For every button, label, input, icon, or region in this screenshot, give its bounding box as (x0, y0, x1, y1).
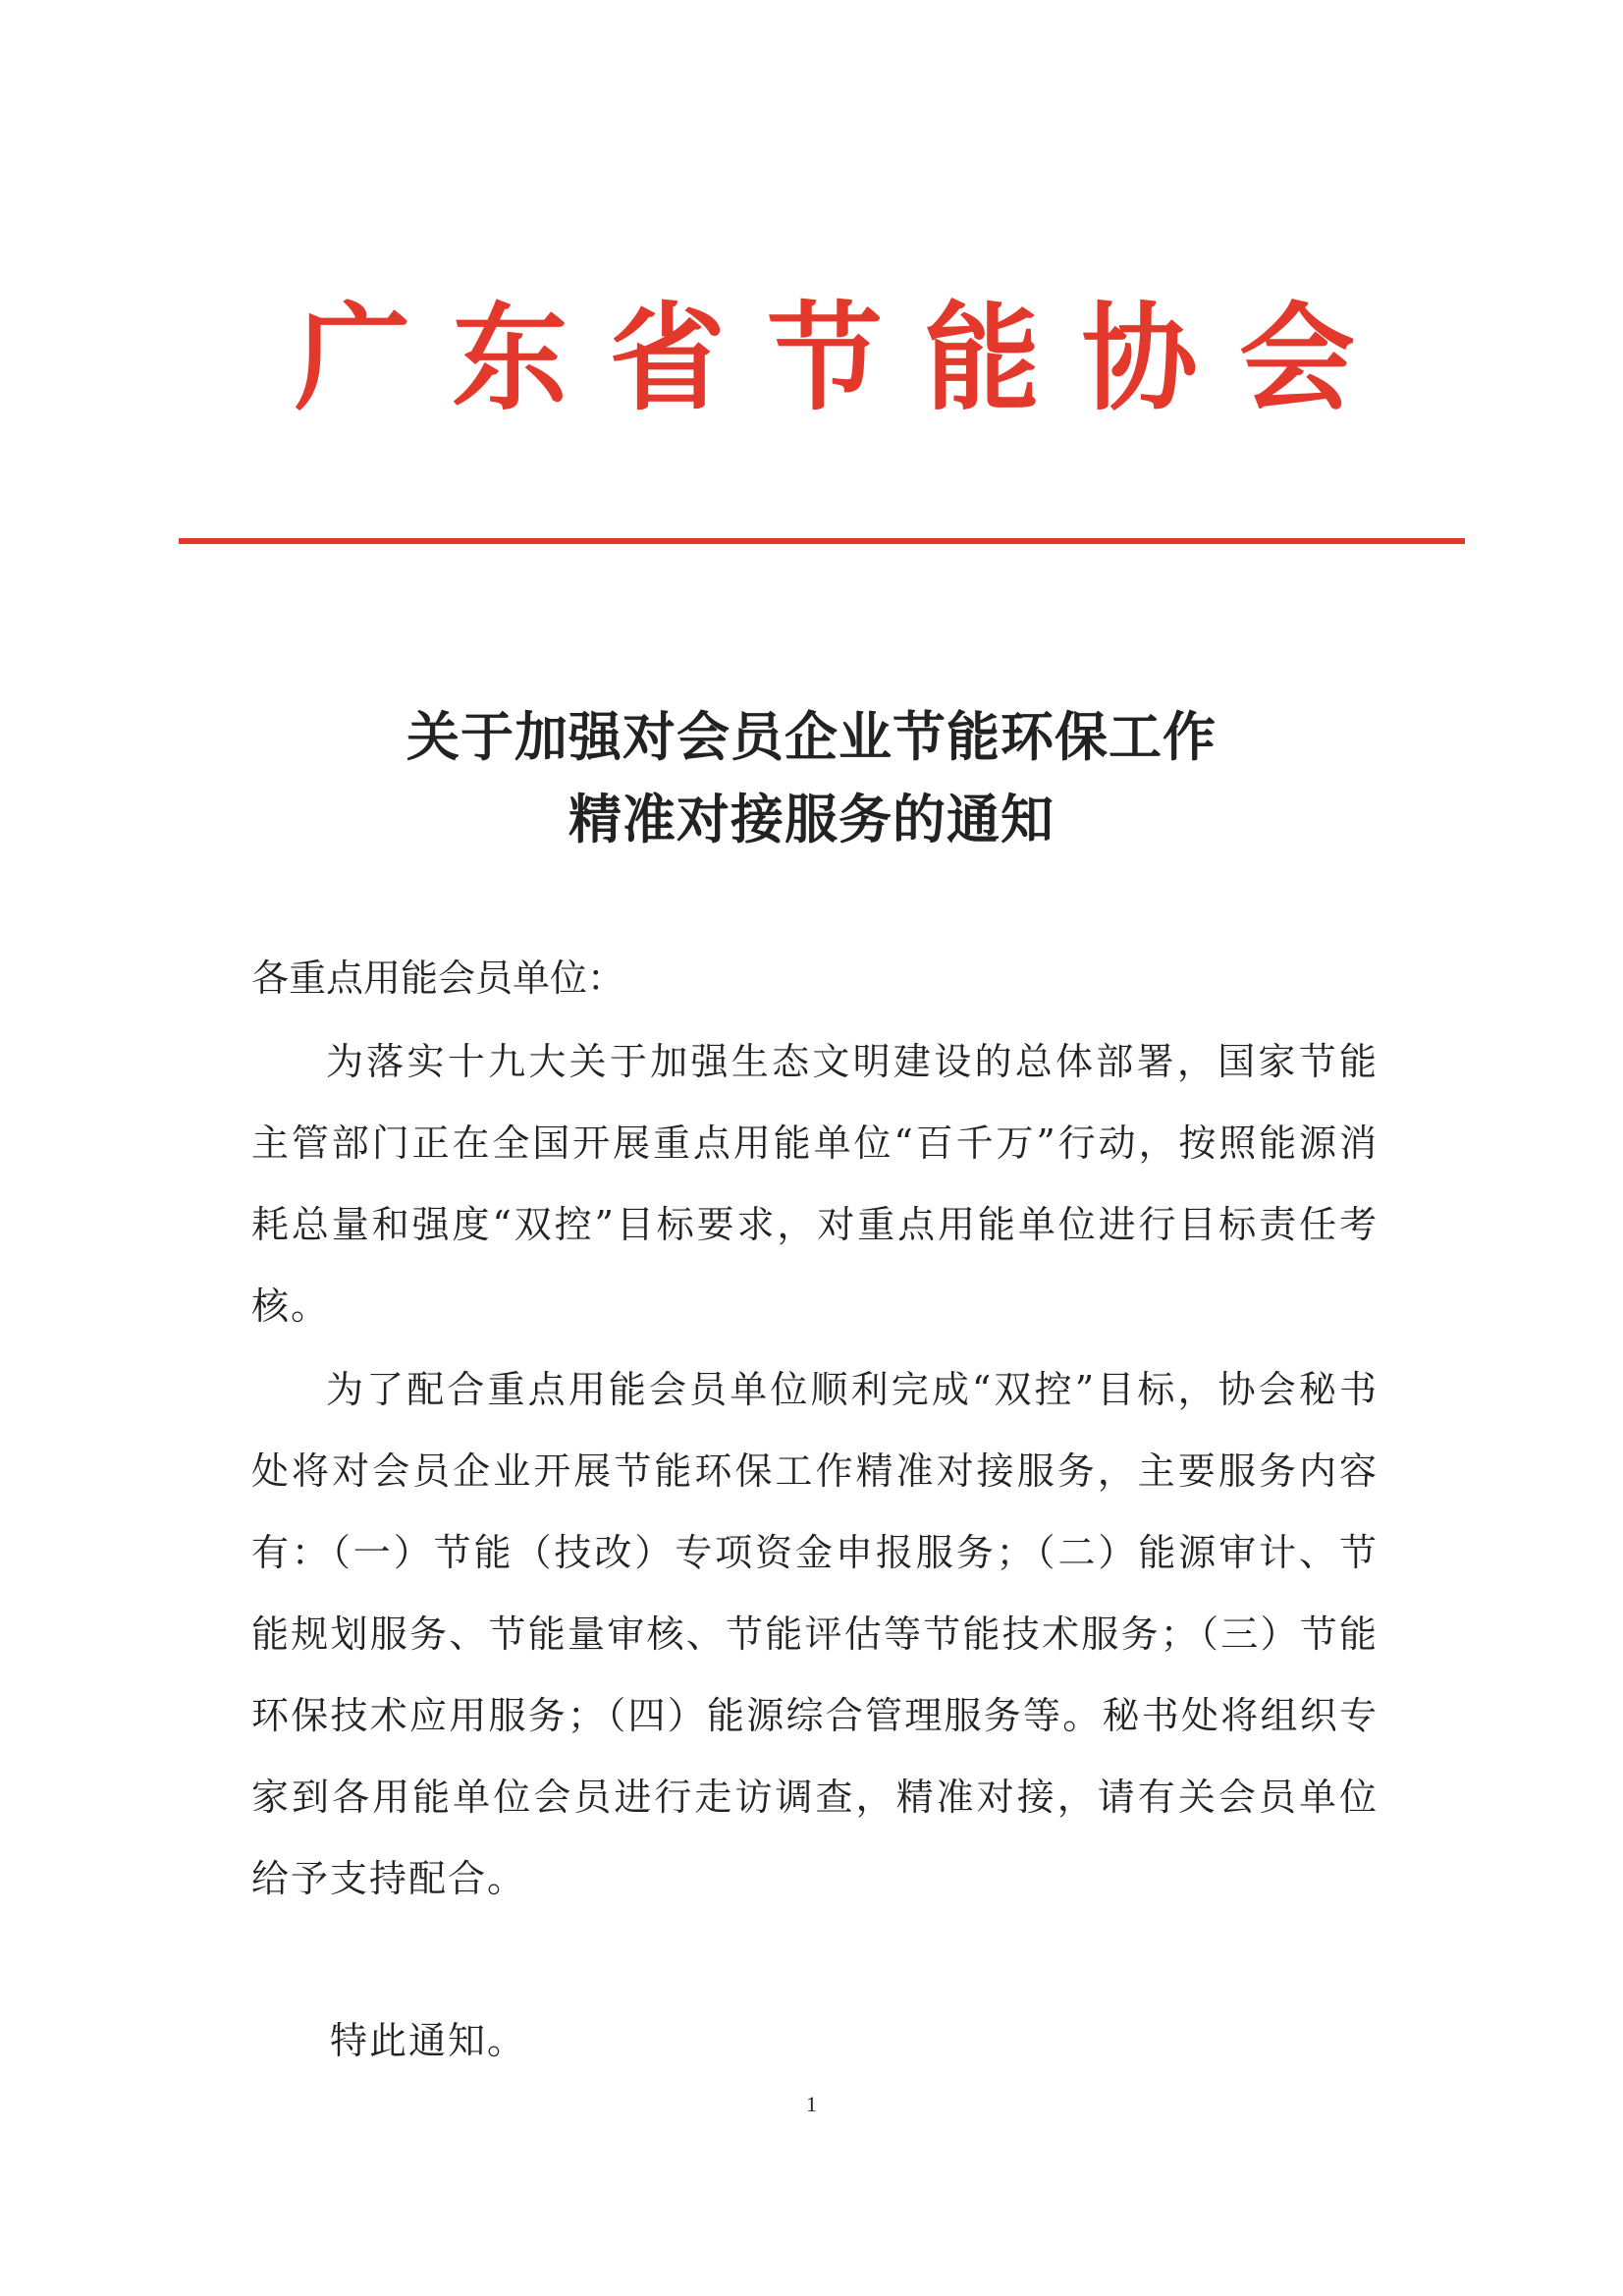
letterhead-char: 省 (609, 290, 726, 426)
document-title-line-1: 关于加强对会员企业节能环保工作 (406, 706, 1217, 768)
letterhead-char: 能 (924, 290, 1041, 426)
body-paragraph-2: 为了配合重点用能会员单位顺利完成“双控”目标，协会秘书处将对会员企业开展节能环保工作精准对接服务，主要服务内容有：（一）节能（技改）专项资金申报服务；（二）能源审计、节能规划服务、节能量审核、节能评估等节能技术服务；（三）节能环保技术应用服务；（四）能源综合管理服务等。秘书处将组织专家到各用能单位会员进行走访调查，精准对接，请有关会员单位给予支持配合。 (251, 1368, 1379, 1900)
body-paragraph-1: 为落实十九大关于加强生态文明建设的总体部署，国家节能主管部门正在全国开展重点用能单位“百千万”行动，按照能源消耗总量和强度“双控”目标要求，对重点用能单位进行目标责任考核。 (251, 1040, 1379, 1328)
organization-letterhead (295, 285, 1355, 432)
salutation: 各重点用能会员单位： (251, 957, 625, 1000)
letterhead-char: 广 (295, 290, 411, 426)
letterhead-red-divider (179, 538, 1465, 544)
document-title-line-2: 精准对接服务的通知 (568, 789, 1055, 850)
letterhead-char: 节 (766, 290, 883, 426)
closing-line: 特此通知。 (330, 2019, 527, 2062)
letterhead-char: 会 (1238, 290, 1355, 426)
letterhead-char: 东 (452, 290, 568, 426)
letterhead-char: 协 (1081, 290, 1198, 426)
page-number: 1 (806, 2092, 817, 2116)
